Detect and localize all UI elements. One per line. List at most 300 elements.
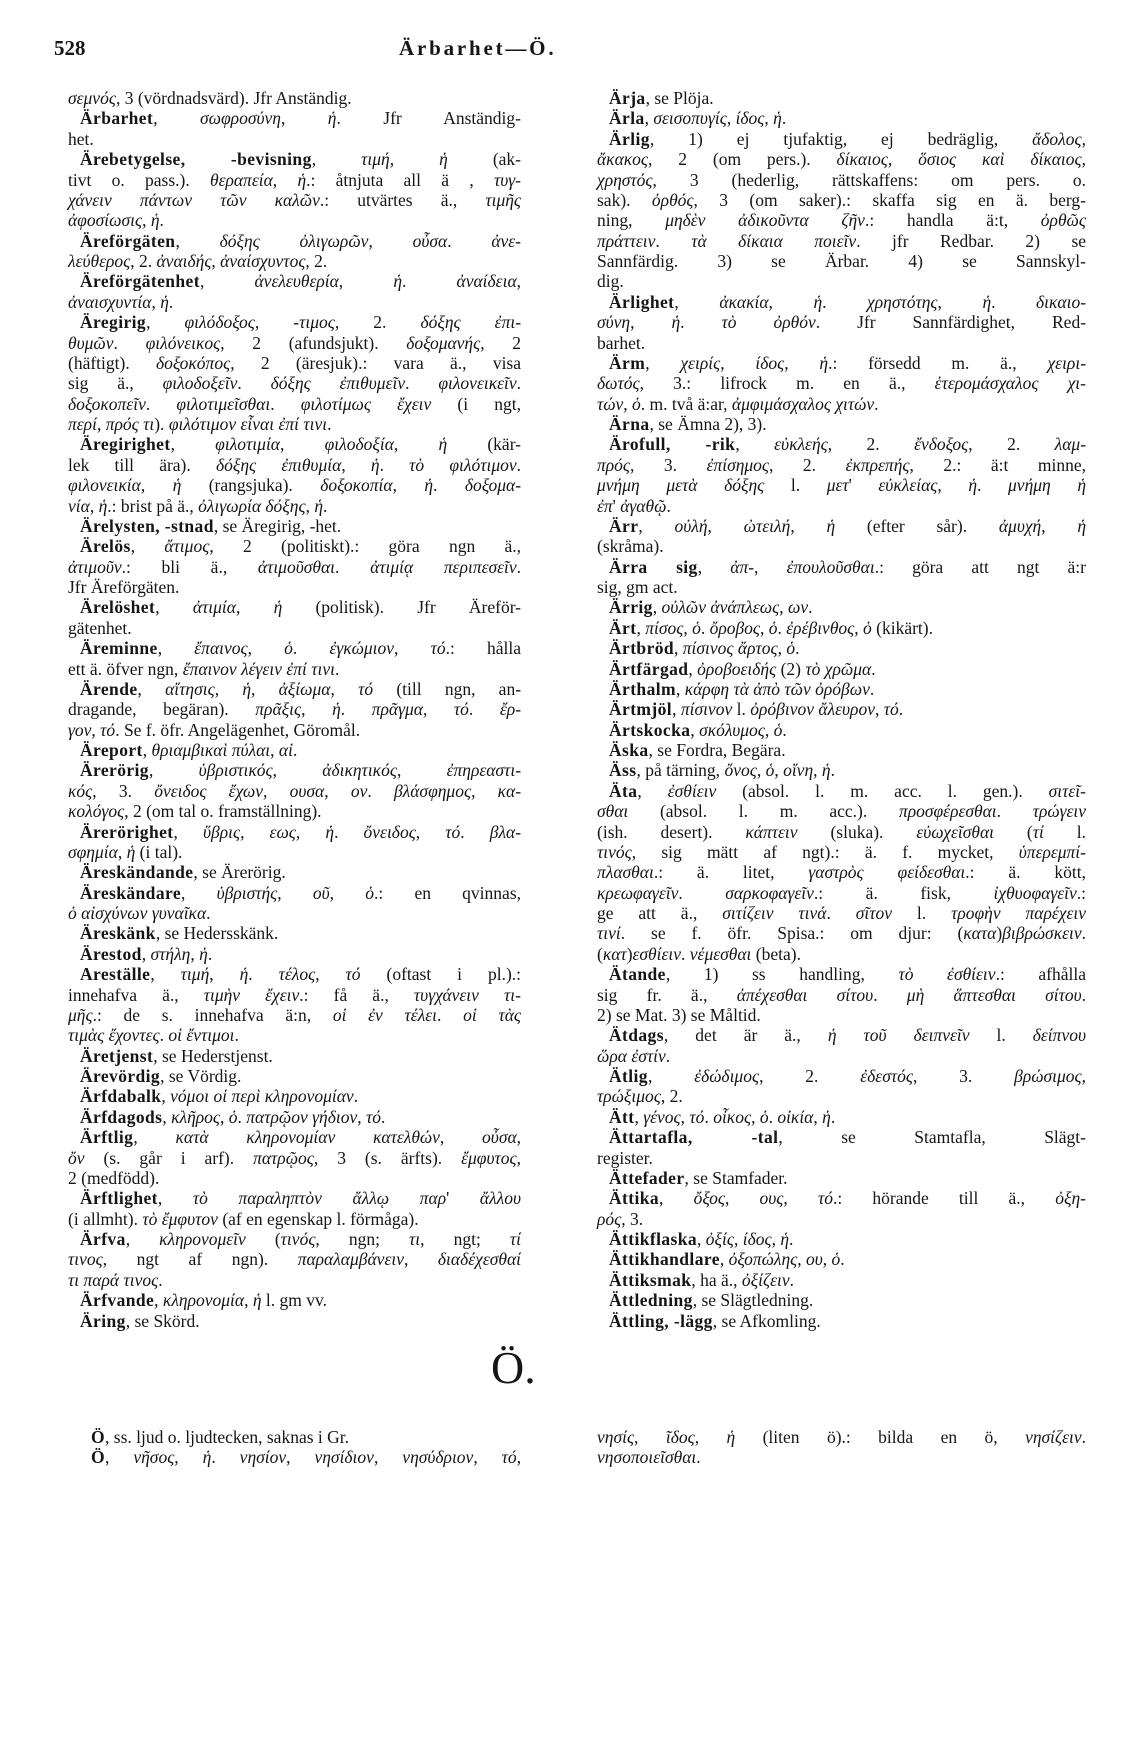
greek-text: ὁ <box>759 1106 769 1127</box>
entry-headword-line <box>597 1025 1086 1045</box>
entry-text: , på tärning, ὄνος, ὁ, οἴνη, ἡ. <box>636 760 835 781</box>
greek-text: νησοποιεῖσθαι <box>597 1447 697 1468</box>
greek-text: οἶκος <box>713 1106 752 1127</box>
greek-text: ἀπὸ <box>753 678 780 699</box>
entry-text: , κάρφη τὰ ἀπὸ τῶν ὀρόβων. <box>675 678 875 699</box>
greek-text: στήλη <box>150 943 191 964</box>
greek-text: χειρίς <box>680 352 721 373</box>
entry-headword-line <box>597 434 1086 454</box>
entry-continuation-line <box>597 1005 1086 1025</box>
greek-text: εἶναι <box>240 414 275 434</box>
greek-text: τό <box>100 719 116 740</box>
greek-text: ἡ <box>813 291 823 312</box>
entry-text: περί, πρός τι). φιλότιμον εἶναι ἐπί τινι. <box>68 414 332 434</box>
headword: Ärerörighet <box>80 821 174 842</box>
entry-headword-line <box>597 1066 1086 1086</box>
section-o-column-left <box>79 1427 521 1468</box>
greek-text: θεραπεία <box>209 169 273 190</box>
greek-text: τιμή <box>361 149 390 170</box>
greek-text: τό <box>358 678 374 699</box>
entry-text: sig ä., φιλοδοξεῖν. δόξης ἐπιθυμεῖν. φιλονεικεῖν. <box>68 373 522 394</box>
greek-text: ἡ <box>424 475 434 496</box>
greek-text: ἡ <box>98 495 108 516</box>
greek-text: τό <box>689 1106 705 1127</box>
entry-continuation-line <box>597 801 1086 821</box>
entry-text: νησίς, ῖδος, ἡ (liten ö).: bilda en ö, νησίζειν. <box>597 1427 1087 1447</box>
greek-text: φιλοτιμία <box>215 434 280 455</box>
greek-text: πρᾶγμα <box>371 699 423 720</box>
greek-text: οἱ <box>463 1004 477 1025</box>
entry-text: ἀφοσίωσις, ἡ. <box>68 210 164 231</box>
greek-text: πατρῷον <box>246 1106 308 1127</box>
headword: Ärfva <box>80 1229 126 1249</box>
entry-continuation-line <box>597 944 1086 964</box>
greek-text: μὴ <box>906 984 925 1005</box>
entry-headword-line <box>68 679 521 699</box>
greek-text: ἐπί <box>286 658 307 679</box>
greek-text: ἀμφιμάσχαλος <box>731 393 831 414</box>
headword: Äreskändande <box>80 862 194 883</box>
greek-text: ἀναίδεια <box>456 271 517 292</box>
entry-text: (ish. desert). κάπτειν (sluka). εὐωχεῖσθαι (τί l. <box>597 821 1086 842</box>
entry-continuation-line <box>68 1168 521 1188</box>
greek-text: τι <box>504 984 516 1005</box>
entry-text: γον, τό. Se f. öfr. Angelägenhet, Göromål. <box>68 719 361 740</box>
greek-text: ὀρόβων <box>815 678 870 699</box>
entry-text: , οὐλῶν ἀνάπλεως, ων. <box>652 597 813 618</box>
entry-text: θυμῶν. φιλόνεικος, 2 (afundsjukt). δοξομανής, 2 <box>68 332 522 353</box>
entry-continuation-line <box>597 1086 1086 1106</box>
greek-text: ἔπαινος <box>194 638 248 659</box>
entry-text: , νῆσος, ἡ. νησίον, νησίδιον, νησύδριον, τό, <box>105 1447 522 1468</box>
greek-text: δόξης <box>420 312 461 333</box>
greek-text: χι <box>1067 373 1081 394</box>
entry-text: , ὀξοπώλης, ου, ὁ. <box>719 1249 845 1270</box>
entry-text: (i allmht). τὸ ἔμφυτον (af en egenskap l. förmåga). <box>68 1208 419 1229</box>
entry-continuation-line <box>68 1209 521 1229</box>
greek-text: ἡ <box>332 699 341 720</box>
entry-continuation-line <box>68 353 521 373</box>
entry-continuation-line <box>597 1046 1086 1066</box>
greek-text: πλασθαι <box>597 862 654 883</box>
greek-text: ὄνειδος <box>154 780 207 801</box>
entry-headword-line <box>597 1107 1086 1127</box>
entry-continuation-line <box>597 190 1086 210</box>
greek-text: τὸ <box>805 658 821 679</box>
greek-text: σύνη <box>597 312 631 333</box>
greek-text: τινι <box>303 414 328 434</box>
greek-text: δοξομανής <box>406 332 481 353</box>
greek-text: δοξοκόπος <box>156 352 231 373</box>
greek-text: τό <box>430 638 446 659</box>
greek-text: τι <box>409 1229 421 1249</box>
entry-text: 2 (medfödd). <box>68 1167 160 1188</box>
greek-text: νησίον <box>239 1447 287 1468</box>
entry-text: Jfr Äreförgäten. <box>68 577 180 597</box>
greek-text: παρ <box>419 1188 447 1209</box>
entry-text: , νόμοι οἱ περὶ κληρονομίαν. <box>161 1086 359 1107</box>
greek-text: ἄρτος <box>737 638 778 659</box>
entry-text: πρός, 3. ἐπίσημος, 2. ἐκπρεπής, 2.: ä:t minne, <box>597 454 1087 475</box>
greek-text: τινός <box>280 1229 316 1249</box>
greek-text: περί <box>68 414 97 434</box>
greek-text: ὅσιος <box>918 149 957 170</box>
entry-text: τιμὰς ἔχοντες. οἱ ἔντιμοι. <box>68 1025 239 1046</box>
entry-text: μνήμη μετὰ δόξης l. μετ' εὐκλείας, ἡ. μνήμη ἡ <box>597 475 1087 496</box>
entry-continuation-line <box>68 1249 521 1269</box>
entry-text: κός, 3. ὄνειδος ἔχων, ουσα, ον. βλάσφημος, κα- <box>68 780 522 801</box>
entry-text: , se Vördig. <box>160 1066 242 1086</box>
greek-text: εὐκλεής <box>774 434 828 455</box>
headword: Äss <box>609 760 637 781</box>
entry-text: δωτός, 3.: lifrock m. en ä., ἑτερομάσχαλος χι- <box>597 373 1086 394</box>
greek-text: ὀρόβινον <box>750 699 814 720</box>
greek-text: ἅπτεσθαι <box>953 984 1016 1005</box>
entry-text: ἄκακος, 2 (om pers.). δίκαιος, ὅσιος καὶ δίκαιος, <box>597 149 1086 170</box>
entry-headword-line <box>68 883 521 903</box>
entry-text: τών, ὁ. m. två ä:ar, ἀμφιμάσχαλος χιτών. <box>597 393 879 414</box>
greek-text: τι <box>68 1269 80 1290</box>
entry-continuation-line <box>597 862 1086 882</box>
entry-text: , ἀπ-, ἐπουλοῦσθαι.: göra att ngt ä:r <box>697 556 1086 577</box>
greek-text: εως <box>269 821 296 842</box>
greek-text: πίσος <box>645 617 684 638</box>
entry-text: , se Ärerörig. <box>193 862 286 883</box>
greek-text: εσθίειν <box>632 943 682 964</box>
entry-text: , se Hedersskänk. <box>155 923 279 944</box>
greek-text: γένος <box>643 1106 681 1127</box>
greek-text: τό <box>453 699 469 720</box>
entry-text: (κατ)εσθίειν. νέμεσθαι (beta). <box>597 943 801 964</box>
entry-text: register. <box>597 1147 653 1168</box>
greek-text: δικαιο <box>1036 291 1081 312</box>
greek-text: ἡ <box>242 678 251 699</box>
entry-continuation-line <box>68 394 521 414</box>
greek-text: ἔνδοξος <box>914 434 969 455</box>
greek-text: ἀδικοῦντα <box>738 210 809 231</box>
entry-text: , ἀνελευθερία, ἡ. ἀναίδεια, <box>199 271 522 292</box>
greek-text: ὀξοπώλης <box>728 1249 798 1270</box>
greek-text: τί <box>509 1229 521 1249</box>
headword: Äreförgäten <box>80 230 176 251</box>
greek-text: οἴνη <box>783 760 814 781</box>
entry-continuation-line <box>597 210 1086 230</box>
entry-text: τι παρά τινος. <box>68 1269 163 1290</box>
entry-headword-line <box>597 129 1086 149</box>
entry-text: φιλονεικία, ἡ (rangsjuka). δοξοκοπία, ἡ. δοξομα- <box>68 475 522 496</box>
greek-text: φιλονεικία <box>68 475 141 496</box>
greek-text: ἐπιθυμεῖν <box>339 373 406 394</box>
greek-text: ἀνελευθερία <box>254 271 339 292</box>
greek-text: ἐσθίειν <box>667 780 717 801</box>
greek-text: ὄνος <box>724 760 757 781</box>
entry-text: ett ä. öfver ngn, ἔπαινον λέγειν ἐπί τινι. <box>68 658 340 679</box>
greek-text: καλῶν <box>274 189 320 210</box>
entry-continuation-line <box>597 577 1086 597</box>
headword: Ärevördig <box>80 1066 161 1086</box>
entry-continuation-line <box>68 659 521 679</box>
entry-text: sak). ὀρθός, 3 (om saker).: skaffa sig en ä. berg- <box>597 189 1086 210</box>
greek-text: τὰ <box>733 678 749 699</box>
greek-text: ἀγαθῷ <box>620 495 667 516</box>
entry-headword-line <box>597 414 1086 434</box>
entry-continuation-line <box>68 292 521 312</box>
entry-continuation-line <box>68 496 521 516</box>
greek-text: ων <box>788 597 809 618</box>
entry-headword-line <box>597 781 1086 801</box>
greek-text: πίσινος <box>682 638 734 659</box>
greek-text: κληρονομίαν <box>264 1086 354 1107</box>
entry-headword-line <box>597 88 1086 108</box>
greek-text: καὶ <box>982 149 1005 170</box>
greek-text: κατελθών <box>373 1127 440 1148</box>
entry-text: , στήλη, ἡ. <box>141 943 213 964</box>
greek-text: περιπεσεῖν <box>443 556 517 577</box>
greek-text: λαμ <box>1054 434 1081 455</box>
entry-text: μῆς.: de s. innehafva ä:n, οἱ ἐν τέλει. οἱ τὰς <box>68 1004 522 1025</box>
greek-text: οἱ <box>213 1086 228 1107</box>
entry-text: χρηστός, 3 (hederlig, rättskaffens: om pers. o. <box>597 169 1086 190</box>
greek-text: κληρονομία <box>162 1290 245 1311</box>
greek-text: τὸ <box>192 1188 208 1209</box>
page-number: 528 <box>54 36 86 60</box>
entry-headword-line <box>597 720 1086 740</box>
greek-text: ἀνε <box>491 230 516 251</box>
greek-text: οἰκία <box>777 1106 814 1127</box>
entry-headword-line <box>597 699 1086 719</box>
entry-headword-line <box>68 822 521 842</box>
greek-text: οἱ <box>168 1025 182 1046</box>
greek-text: ῖδος <box>665 1427 695 1447</box>
greek-text: ἡ <box>726 1427 736 1447</box>
entry-continuation-line <box>597 231 1086 251</box>
entry-headword-line <box>597 618 1086 638</box>
headword: Äring <box>80 1310 126 1331</box>
headword: Ättika <box>609 1188 660 1209</box>
entry-text: ge att ä., σιτίζειν τινά. σῖτον l. τροφὴν παρέχειν <box>597 903 1087 923</box>
greek-text: τό <box>501 1447 517 1468</box>
greek-text: ἡ <box>780 1229 790 1249</box>
headword: Ättartafla, -tal <box>609 1127 779 1148</box>
entry-continuation-line <box>68 251 521 271</box>
headword: Äregirig <box>80 312 147 333</box>
greek-text: δόξης <box>270 373 311 394</box>
entry-text: χάνειν πάντων τῶν καλῶν.: utvärtes ä., τιμῆς <box>68 189 522 210</box>
section-letter-heading: Ö. <box>491 1342 536 1393</box>
greek-text: χρηστός <box>597 169 653 190</box>
entry-text: σεμνός, 3 (vördnadsvärd). Jfr Anständig. <box>68 88 352 108</box>
greek-text: σιτίζειν <box>722 903 774 923</box>
greek-text: ἡ <box>327 108 337 129</box>
greek-text: ἡ <box>822 1106 831 1127</box>
entry-headword-line <box>597 760 1086 780</box>
greek-text: τιμή <box>180 964 210 985</box>
entry-continuation-line <box>597 496 1086 516</box>
greek-text: τὸ <box>721 312 737 333</box>
greek-text: βλάσφημος <box>393 780 472 801</box>
greek-text: ὁ <box>768 617 778 638</box>
headword: Ärja <box>609 88 646 108</box>
greek-text: ὁ <box>632 393 641 414</box>
entry-text: Sannfärdig. 3) se Ärbar. 4) se Sannskyl- <box>597 251 1086 271</box>
headword: Ärestod <box>80 943 142 964</box>
greek-text: τέλος <box>278 964 316 985</box>
greek-text: ἡ <box>273 597 283 618</box>
greek-text: πρᾶξις <box>255 699 302 720</box>
greek-text: τι <box>143 414 155 434</box>
greek-text: ἀτιμοῦν <box>68 556 122 577</box>
greek-text: ὄροβος <box>709 617 761 638</box>
entry-text: (häftigt). δοξοκόπος, 2 (äresjuk).: vara ä., visa <box>68 352 522 373</box>
greek-text: ίδος <box>742 1229 772 1249</box>
greek-text: δωτός <box>597 373 640 394</box>
greek-text: γον <box>68 719 92 740</box>
greek-text: ἡ <box>968 475 978 496</box>
greek-text: ὑβριστής <box>216 882 278 903</box>
greek-text: σῖτον <box>855 903 893 923</box>
entry-text: , se Plöja. <box>645 88 714 108</box>
greek-text: ου <box>805 1249 823 1270</box>
greek-text: κληρονομίαν <box>246 1127 336 1148</box>
headword: Ärlighet <box>609 291 675 312</box>
greek-text: νόμοι <box>170 1086 210 1107</box>
greek-text: ἀξίωμα <box>278 678 331 699</box>
greek-text: πρός <box>105 414 139 434</box>
entry-headword-line <box>68 312 521 332</box>
headword: Ärtfärgad <box>609 658 689 679</box>
greek-text: οῦ <box>312 882 330 903</box>
greek-text: τιμῆς <box>485 189 522 210</box>
greek-text: νέμεσθαι <box>689 943 752 964</box>
entry-text: barhet. <box>597 332 646 353</box>
entry-continuation-line <box>68 903 521 923</box>
headword: Ärfdagods <box>80 1106 163 1127</box>
greek-text: ὠτειλή <box>743 515 791 536</box>
entry-continuation-line <box>68 985 521 1005</box>
headword: Ätlig <box>609 1066 648 1086</box>
entry-text: ἀναισχυντία, ἡ. <box>68 291 174 312</box>
greek-text: ἐδώδιμος <box>694 1066 760 1086</box>
entry-continuation-line <box>597 923 1086 943</box>
greek-text: κατα <box>963 923 997 944</box>
greek-text: ὀρθόν <box>773 312 816 333</box>
greek-text: ἔχων <box>228 780 264 801</box>
entry-text: , ἐσθίειν (absol. l. m. acc. l. gen.). σιτεῖ- <box>637 780 1086 801</box>
greek-text: τό <box>345 964 361 985</box>
entry-headword-line <box>68 434 521 454</box>
entry-continuation-line <box>68 577 521 597</box>
entry-headword-line <box>597 1249 1086 1269</box>
entry-text: πράττειν. τὰ δίκαια ποιεῖν. jfr Redbar. 2) se <box>597 230 1087 251</box>
greek-text: ὥρα <box>597 1045 627 1066</box>
greek-text: φιλόδοξος <box>184 312 255 333</box>
headword: Äska <box>609 740 649 760</box>
greek-text: δοξομα <box>464 475 516 496</box>
greek-text: τινος <box>123 1269 159 1290</box>
greek-text: προσφέρεσθαι <box>898 801 997 822</box>
entry-text: κολόγος, 2 (om tal o. framställning). <box>68 801 322 822</box>
entry-continuation-line <box>597 985 1086 1005</box>
greek-text: ἀμυχή <box>998 515 1042 536</box>
greek-text: ἡ <box>1077 475 1087 496</box>
greek-text: ἐσθίειν <box>947 964 996 985</box>
greek-text: σίτου <box>1045 984 1082 1005</box>
entry-headword-line <box>68 740 521 760</box>
entry-text: , 1) ss handling, τὸ ἐσθίειν.: afhålla <box>665 964 1086 985</box>
entry-continuation-line <box>597 170 1086 190</box>
entry-text: , se Stamfader. <box>684 1167 788 1188</box>
entry-continuation-line <box>597 251 1086 271</box>
headword: Ärofull, -rik <box>609 434 736 455</box>
greek-text: νησύδριον <box>402 1447 474 1468</box>
greek-text: λεύθερος <box>68 251 131 271</box>
entry-continuation-line <box>68 842 521 862</box>
greek-text: ἐρέβινθος <box>786 617 855 638</box>
greek-text: οὐλή <box>674 515 708 536</box>
entry-text: , ὕβρις, εως, ἡ. ὄνειδος, τό. βλα- <box>173 821 522 842</box>
greek-text: βλα <box>489 821 516 842</box>
entry-headword-line <box>68 1290 521 1310</box>
entry-text: , se Slägtledning. <box>692 1290 814 1311</box>
headword: Ö <box>91 1447 106 1468</box>
greek-text: χειρι <box>1047 352 1081 373</box>
greek-text: ἡ <box>239 964 249 985</box>
greek-text: ἡ <box>439 149 448 170</box>
entry-text: ὥρα ἐστίν. <box>597 1045 671 1066</box>
entry-text: lek till ära). δόξης ἐπιθυμία, ἡ. τὸ φιλότιμον. <box>68 454 522 475</box>
greek-text: ἡ <box>393 271 403 292</box>
headword: Ätande <box>609 964 666 985</box>
headword: Ärlig <box>609 128 650 149</box>
greek-text: τιμὰς <box>68 1025 105 1046</box>
entry-text: , se Fordra, Begära. <box>648 740 786 760</box>
greek-text: κατὰ <box>175 1127 209 1148</box>
greek-text: δόξης <box>724 475 765 496</box>
entry-text: , τιμή, ἡ (ak- <box>311 149 522 170</box>
greek-text: ἐκπρεπής <box>845 454 910 475</box>
greek-text: ὁ <box>68 903 77 923</box>
greek-text: τό <box>883 699 899 720</box>
greek-text: ἡ <box>819 352 829 373</box>
entry-text: ἀτιμοῦν.: bli ä., ἀτιμοῦσθαι. ἀτιμίᾳ περιπεσεῖν. <box>68 556 522 577</box>
headword: Äregirighet <box>80 434 171 455</box>
greek-text: θυμῶν <box>68 332 114 353</box>
greek-text: ἔχειν <box>397 393 432 414</box>
entry-text: , ss. ljud o. ljudtecken, saknas i Gr. <box>105 1427 350 1447</box>
greek-text: σεισοπυγίς <box>653 108 727 129</box>
entry-headword-line <box>597 964 1086 984</box>
entry-headword-line <box>68 923 521 943</box>
entry-continuation-line <box>597 536 1086 556</box>
greek-text: φιλονεικεῖν <box>438 373 517 394</box>
greek-text: ἔρ <box>499 699 516 720</box>
greek-text: χρηστότης <box>867 291 938 312</box>
greek-text: δίκαιος <box>836 149 888 170</box>
headword: Ättefader <box>609 1167 685 1188</box>
entry-text: sig fr. ä., ἀπέχεσθαι σίτου. μὴ ἅπτεσθαι σίτου. <box>597 984 1087 1005</box>
greek-text: κα <box>497 780 516 801</box>
greek-text: κάρφη <box>684 678 730 699</box>
greek-text: κατ <box>602 943 627 964</box>
greek-text: κληρονομεῖν <box>159 1229 246 1249</box>
greek-text: ἐδεστός <box>860 1066 913 1086</box>
greek-text: κολόγος <box>68 801 125 822</box>
entry-text: gätenhet. <box>68 617 132 638</box>
entry-continuation-line <box>597 1427 1086 1447</box>
greek-text: ἀναίσχυντος <box>220 251 306 271</box>
greek-text: οὖσα <box>412 230 448 251</box>
headword: Ärftlig <box>80 1127 134 1148</box>
